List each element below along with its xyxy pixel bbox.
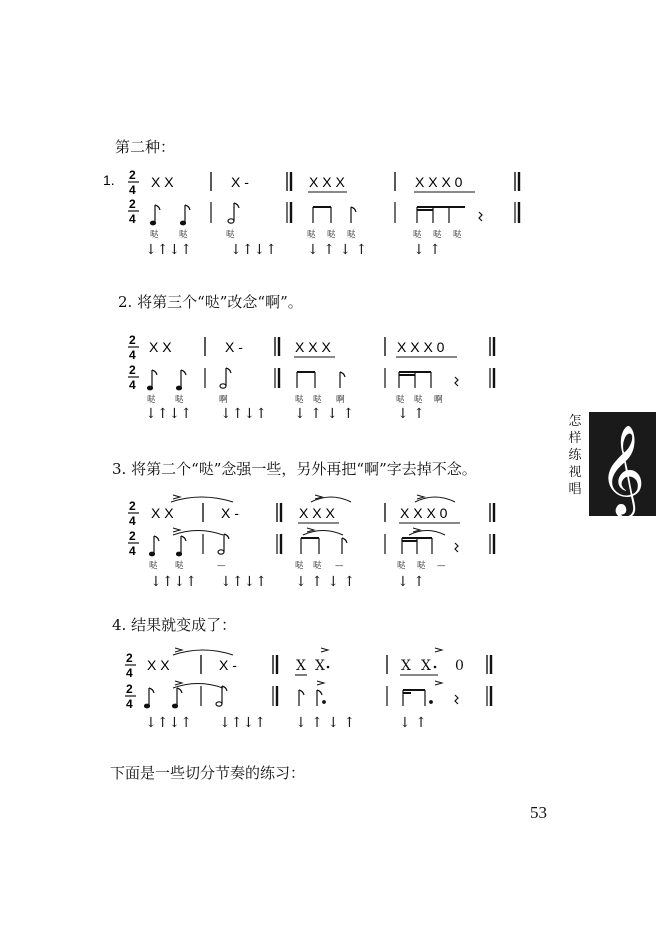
arrow-group: ↓↑↓↑ — [220, 574, 267, 590]
syllable: 啊 — [219, 395, 228, 405]
time-signature-bottom: 4 — [129, 514, 136, 528]
time-signature-bottom: 4 — [129, 544, 136, 558]
svg-text:𝄞: 𝄞 — [599, 425, 646, 515]
time-signature-top: 2 — [129, 363, 136, 377]
syllable: 哒 — [413, 230, 422, 240]
time-signature-top: 2 — [129, 168, 136, 182]
time-signature-bottom: 4 — [129, 183, 136, 197]
arrow-group: ↓↑↓↑ — [145, 406, 192, 422]
side-tab-char: 样 — [568, 431, 582, 446]
arrow-group: ↓ ↑ — [399, 715, 427, 731]
page-number: 53 — [530, 803, 547, 822]
time-signature-top: 2 — [126, 651, 133, 665]
beat-arrows — [150, 574, 425, 590]
arrow-group: ↓ ↑ ↓ ↑ — [295, 715, 356, 731]
arrow-group: ↓ ↑ — [397, 406, 425, 422]
arrow-group: ↓ ↑ — [413, 242, 441, 258]
syllable: 哒 — [453, 230, 462, 240]
syllable: 啊 — [434, 395, 443, 405]
syllable: 哒 — [226, 230, 235, 240]
syllable: 哒 — [397, 561, 406, 571]
section-heading: 第二种： — [115, 138, 176, 156]
syllable: 哒 — [417, 561, 426, 571]
syllable: 哒 — [327, 230, 336, 240]
arrow-group: ↓↑↓↑ — [220, 406, 267, 422]
time-signature-top: 2 — [126, 682, 133, 696]
arrow-group: ↓↑↓↑ — [230, 242, 277, 258]
syllable: — — [437, 561, 446, 571]
arrow-group: ↓ ↑ ↓ ↑ — [294, 406, 355, 422]
note-row — [150, 534, 495, 556]
side-tab-char: 唱 — [568, 482, 582, 497]
syllable: 哒 — [433, 230, 442, 240]
closing-line: 下面是一些切分节奏的练习： — [110, 764, 306, 782]
rhythm-x: X X X 0 — [415, 174, 463, 190]
rhythm-x: X X — [149, 339, 172, 355]
rhythm-x: X X X 0 — [397, 339, 445, 355]
rhythm-x: X X X — [309, 174, 345, 190]
syllable: 哒 — [347, 230, 356, 240]
side-tab-char: 怎 — [568, 414, 582, 429]
side-tab — [589, 412, 656, 516]
rhythm-x: X - — [231, 174, 249, 190]
svg-text:X: X — [315, 658, 325, 674]
svg-text:0: 0 — [455, 658, 464, 674]
beat-arrows — [145, 715, 427, 731]
syllable: 哒 — [313, 395, 322, 405]
arrow-group: ↓↑↓↑ — [145, 242, 192, 258]
side-tab-label — [565, 413, 585, 498]
syllable: 哒 — [313, 561, 322, 571]
syllable: 哒 — [175, 395, 184, 405]
time-signature-bottom: 4 — [129, 212, 136, 226]
beat-arrows — [145, 242, 441, 258]
time-signature-bottom: 4 — [126, 697, 133, 711]
step-3-instruction: 3. 将第二个“哒”念强一些，另外再把“啊”字去掉不念。 — [112, 460, 477, 478]
note-row — [151, 202, 520, 225]
arrow-group: ↓ ↑ — [397, 574, 425, 590]
arrow-group: ↓↑↓↑ — [145, 715, 192, 731]
syllable: 哒 — [147, 395, 156, 405]
svg-text:X: X — [296, 658, 306, 674]
step-4-instruction: 4. 结果就变成了： — [112, 616, 237, 634]
note-row — [145, 686, 492, 708]
syllable: — — [217, 561, 226, 571]
example-2 — [95, 330, 545, 430]
example-4 — [95, 642, 545, 742]
syllable: 哒 — [414, 395, 423, 405]
syllable-row — [149, 560, 446, 571]
syllable: 哒 — [295, 395, 304, 405]
arrow-group: ↓ ↑ ↓ ↑ — [295, 574, 356, 590]
arrow-group: ↓ ↑ ↓ ↑ — [307, 242, 368, 258]
rhythm-x: X - — [219, 657, 237, 673]
syncopated-x — [296, 658, 464, 674]
syllable: 哒 — [307, 230, 316, 240]
syllable-row — [150, 229, 462, 240]
beat-arrows — [145, 406, 425, 422]
syllable: 哒 — [396, 395, 405, 405]
side-tab-char: 视 — [568, 465, 582, 480]
syllable: — — [335, 561, 344, 571]
rhythm-x: X X X 0 — [400, 505, 448, 521]
note-row — [148, 368, 495, 390]
svg-text:X: X — [401, 658, 411, 674]
step-2-instruction: 2. 将第三个“哒”改念“啊”。 — [118, 293, 303, 311]
time-signature-top: 2 — [129, 529, 136, 543]
example-1 — [95, 163, 545, 263]
arrow-group: ↓↑↓↑ — [150, 574, 197, 590]
time-signature-top: 2 — [129, 333, 136, 347]
syllable: 哒 — [149, 561, 158, 571]
syllable: 哒 — [150, 230, 159, 240]
rhythm-x: X - — [221, 505, 239, 521]
rhythm-x: X X — [151, 505, 174, 521]
time-signature-top: 2 — [129, 499, 136, 513]
syllable: 啊 — [336, 395, 345, 405]
syllable-row — [147, 394, 443, 405]
arrow-group: ↓↑↓↑ — [219, 715, 266, 731]
rhythm-x: X X X — [295, 339, 331, 355]
time-signature-bottom: 4 — [129, 348, 136, 362]
example-number: 1. — [103, 172, 115, 188]
time-signature-top: 2 — [129, 197, 136, 211]
rhythm-x: X - — [225, 339, 243, 355]
treble-clef-icon — [589, 412, 656, 516]
syllable: 哒 — [295, 561, 304, 571]
svg-text:X: X — [421, 658, 431, 674]
example-3 — [95, 488, 545, 598]
rhythm-x: X X — [147, 657, 170, 673]
rhythm-x: X X — [151, 174, 174, 190]
syllable: 哒 — [179, 230, 188, 240]
time-signature-bottom: 4 — [126, 666, 133, 680]
time-signature-bottom: 4 — [129, 378, 136, 392]
side-tab-char: 练 — [568, 448, 582, 463]
rhythm-x: X X X — [299, 505, 335, 521]
syllable: 哒 — [175, 561, 184, 571]
